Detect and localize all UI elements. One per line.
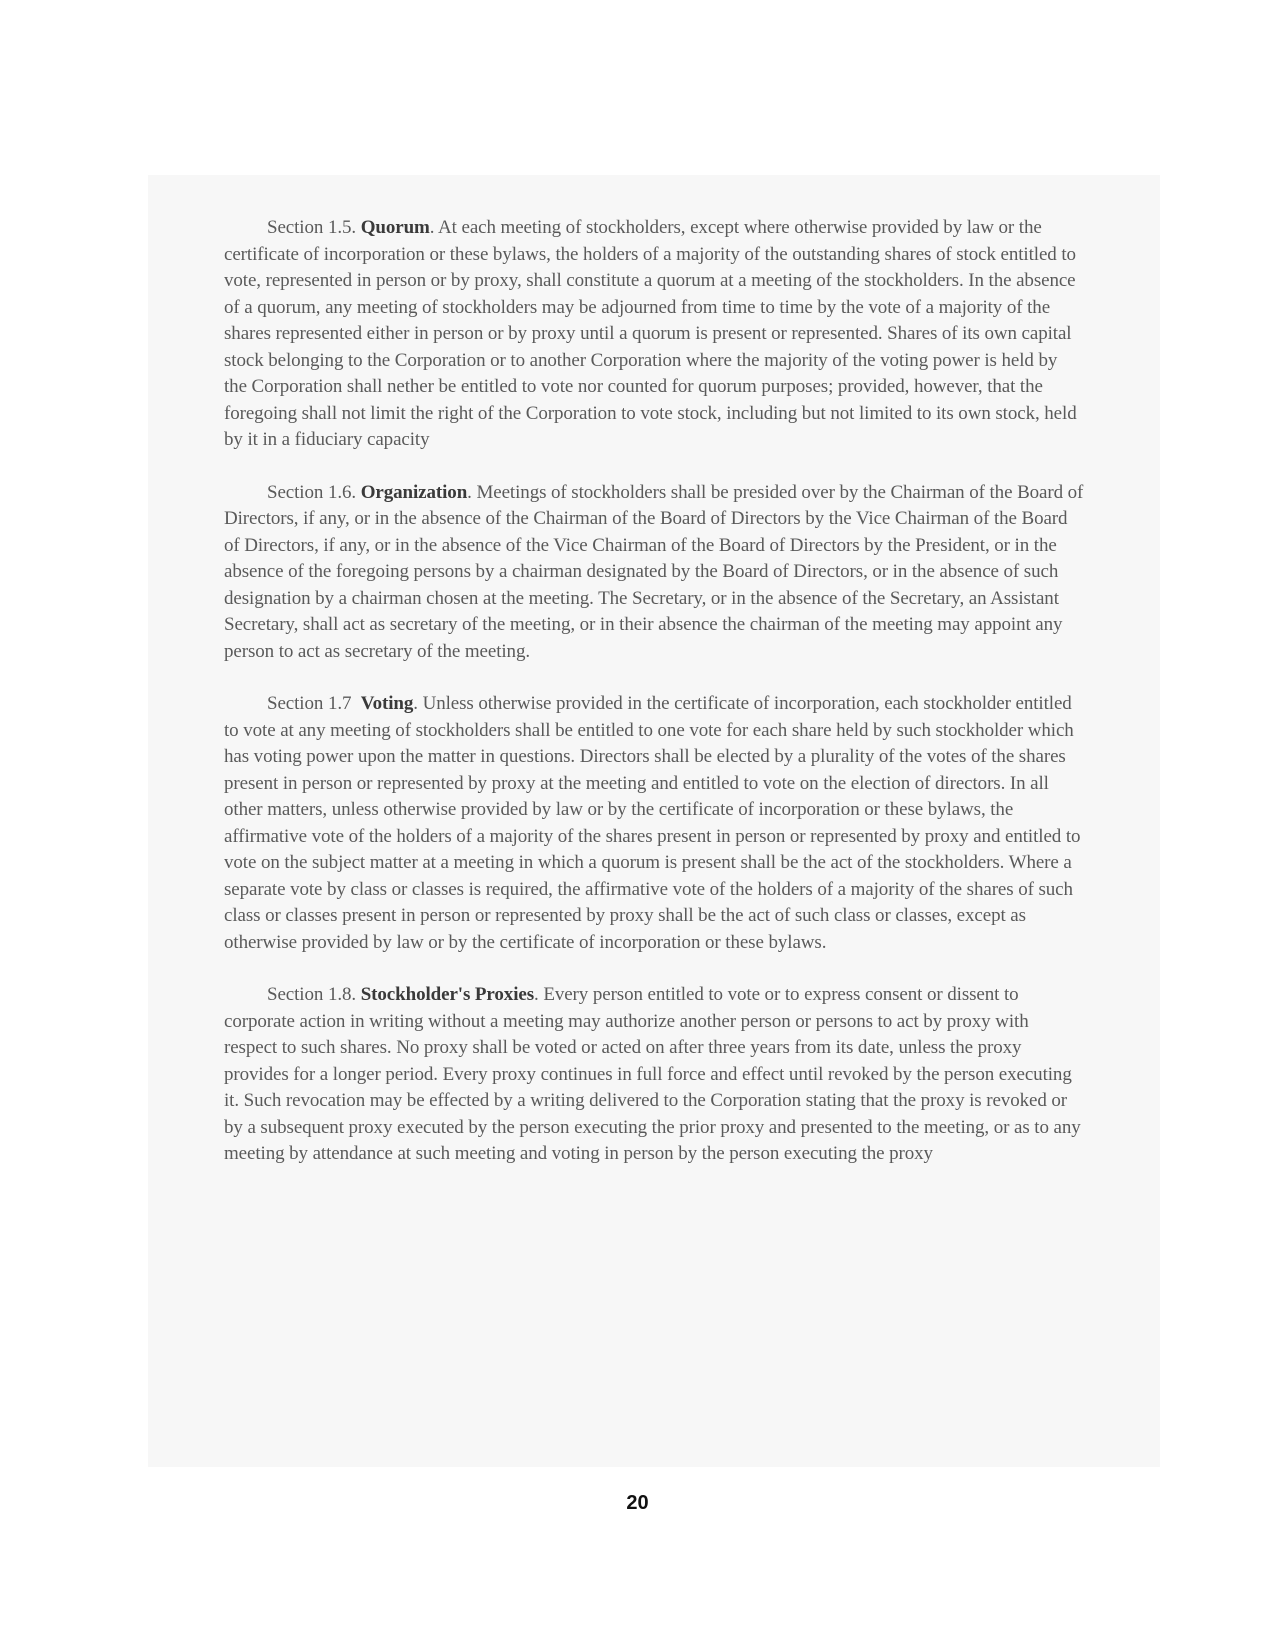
section-number: Section 1.7 bbox=[267, 693, 352, 714]
section-body: . Unless otherwise provided in the certificate of incorporation, each stockholder entitled to vote at any meeting of stockholders shall be entitled to one vote for each share held by such stockholder which has voting power upon the matter in questions. Directors shall be elected by a plurality of the votes of the shares present in person or represented by proxy at the meeting and entitled to vote on the election of directors. In all other matters, unless otherwise provided by law or by the certificate of incorporation or these bylaws, the affirmative vote of the holders of a majority of the shares present in person or represented by proxy and entitled to vote on the subject matter at a meeting in which a quorum is present shall be the act of the stockholders. Where a separate vote by class or classes is required, the affirmative vote of the holders of a majority of the shares of such class or classes present in person or represented by proxy shall be the act of such class or classes, except as otherwise provided by law or by the certificate of incorporation or these bylaws. bbox=[224, 693, 1081, 953]
section-heading: Stockholder's Proxies bbox=[360, 984, 535, 1005]
section-number: Section 1.6. bbox=[267, 481, 357, 503]
section-body: . Every person entitled to vote or to express consent or dissent to corporate action in writing without a meeting may authorize another person or persons to act by proxy with respect to such shares. No proxy shall be voted or acted on after three years from its date, unless the proxy provides for a longer period. Every proxy continues in full force and effect until revoked by the person executing it. Such revocation may be effected by a writing delivered to the Corporation stating that the proxy is revoked or by a subsequent proxy executed by the person executing the prior proxy and presented to the meeting, or as to any meeting by attendance at such meeting and voting in person by the person executing the proxy bbox=[224, 984, 1081, 1164]
section-1-5-quorum bbox=[224, 215, 1084, 454]
section-number: Section 1.5. bbox=[267, 217, 357, 238]
section-1-6-organization bbox=[224, 480, 1084, 666]
section-number: Section 1.8. bbox=[267, 984, 357, 1005]
section-body: . Meetings of stockholders shall be presided over by the Chairman of the Board of Directors, if any, or in the absence of the Chairman of the Board of Directors by the Vice Chairman of the Board of Directors, if any, or in the absence of the Vice Chairman of the Board of Directors by the President, or in the absence of the foregoing persons by a chairman designated by the Board of Directors, or in the absence of such designation by a chairman chosen at the meeting. The Secretary, or in the absence of the Secretary, an Assistant Secretary, shall act as secretary of the meeting, or in their absence the chairman of the meeting may appoint any person to act as secretary of the meeting. bbox=[224, 481, 1084, 662]
section-heading: Voting bbox=[360, 693, 414, 714]
section-1-7-voting bbox=[224, 691, 1084, 956]
page-number: 20 bbox=[626, 1492, 649, 1514]
section-body: . At each meeting of stockholders, except where otherwise provided by law or the certificate of incorporation or these bylaws, the holders of a majority of the outstanding shares of stock entitled to vote, represented in person or by proxy, shall constitute a quorum at a meeting of the stockholders. In the absence of a quorum, any meeting of stockholders may be adjourned from time to time by the vote of a majority of the shares represented either in person or by proxy until a quorum is present or represented. Shares of its own capital stock belonging to the Corporation or to another Corporation where the majority of the voting power is held by the Corporation shall nether be entitled to vote nor counted for quorum purposes; provided, however, that the foregoing shall not limit the right of the Corporation to vote stock, including but not limited to its own stock, held by it in a fiduciary capacity bbox=[224, 217, 1077, 450]
scanned-page bbox=[148, 175, 1160, 1467]
section-heading: Organization bbox=[360, 481, 468, 503]
section-1-8-stockholders-proxies bbox=[224, 982, 1084, 1168]
document-body bbox=[224, 215, 1084, 1194]
section-heading: Quorum bbox=[360, 217, 430, 238]
